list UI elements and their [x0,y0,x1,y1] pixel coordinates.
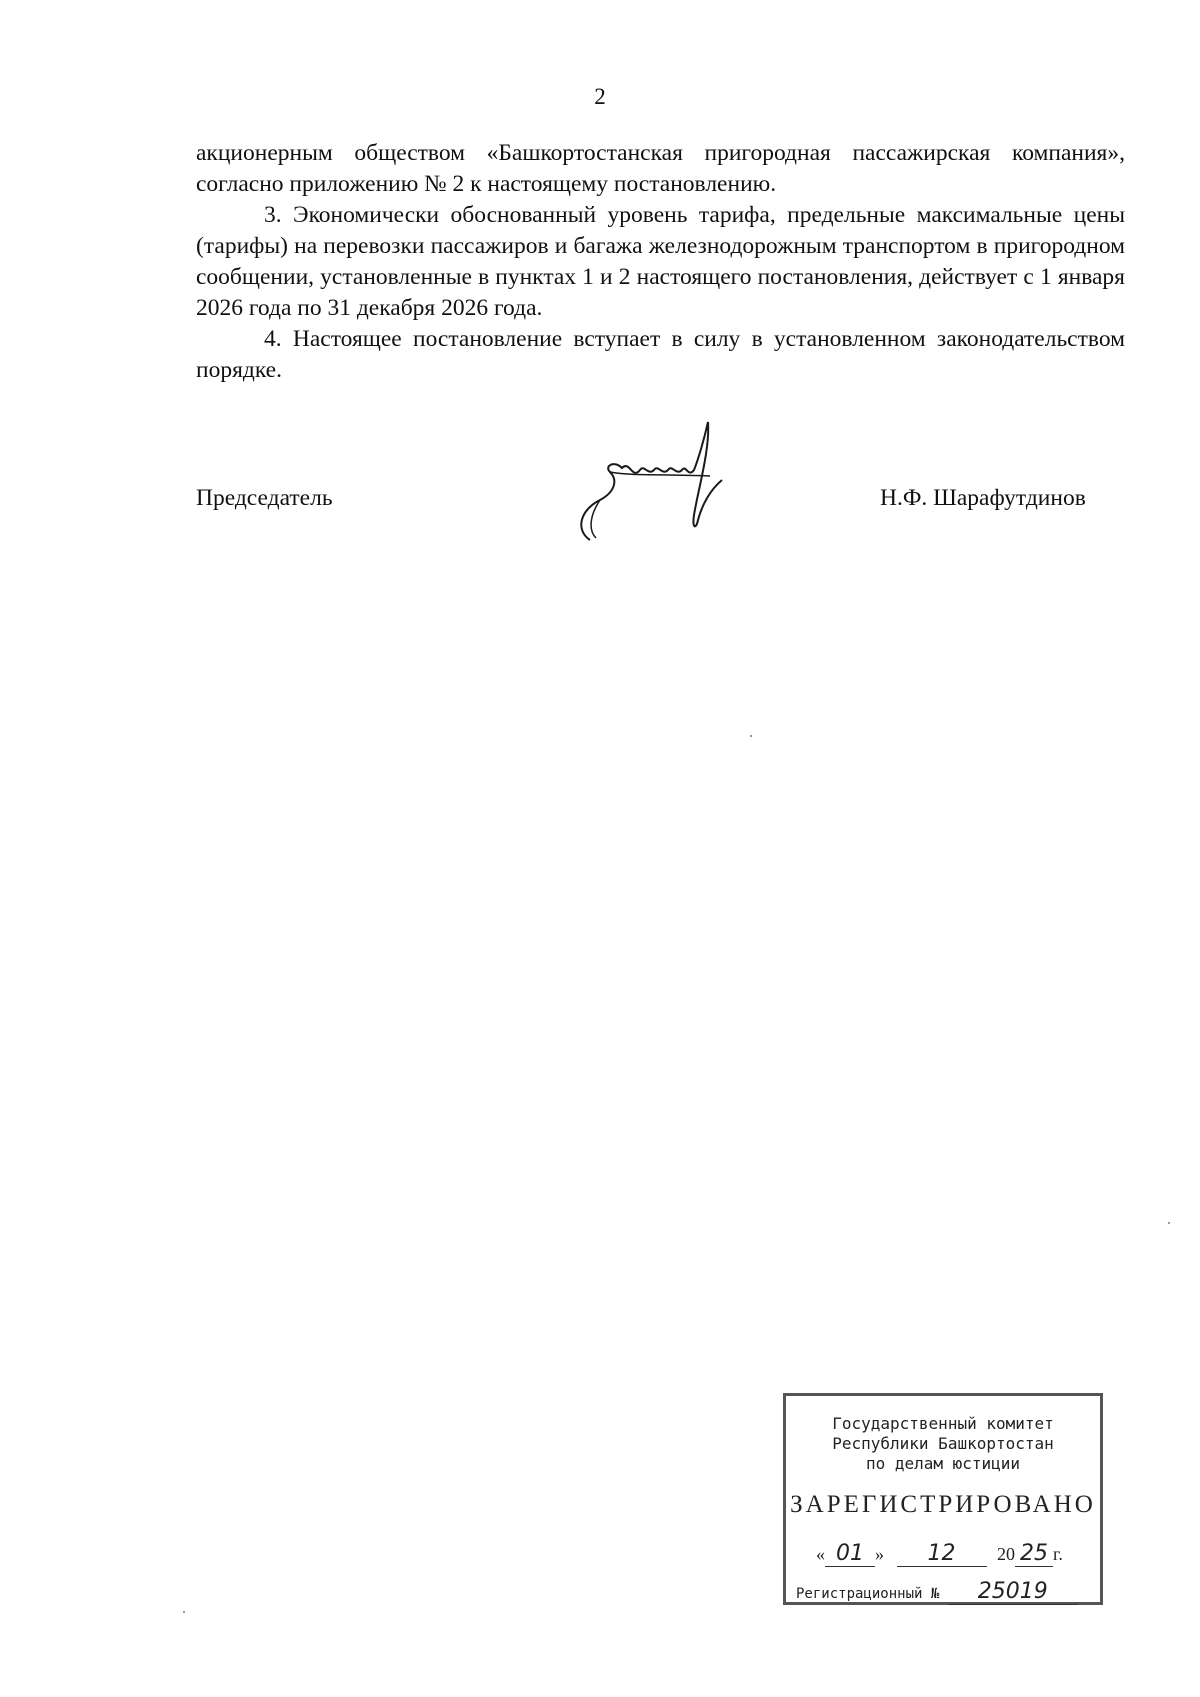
stamp-authority-line-1: Государственный комитет [832,1414,1054,1433]
date-year-suffix: 25 [1015,1541,1053,1567]
scan-speck [183,1611,185,1613]
signatory-position: Председатель [196,485,333,511]
stamp-authority-line-2: Республики Башкортостан [832,1434,1054,1453]
scan-speck [750,735,752,737]
date-month: 12 [897,1541,987,1567]
scan-speck [1168,1222,1170,1224]
document-body [196,138,1125,386]
registration-label: Регистрационный № [796,1586,940,1602]
paragraph-item-3: 3. Экономически обоснованный уровень тарифа, предельные максимальные цены (тарифы) на перевозки пассажиров и багажа железнодорожным транспортом в пригородном сообщении, установленные в пунктах 1 и 2 настоящего постановления, действует с 1 января 2026 года по 31 декабря 2026 года. [196,202,1125,321]
date-year-mark: г. [1053,1544,1063,1564]
paragraph-continuation: акционерным обществом «Башкортостанская пригородная пассажирская компания», согласно приложению № 2 к настоящему постановлению. [196,140,1125,197]
date-day: 01 [825,1541,875,1567]
paragraph-item-4: 4. Настоящее постановление вступает в силу в установленном законодательством порядке. [196,326,1125,383]
registration-number: 25019 [948,1579,1078,1605]
stamp-status: ЗАРЕГИСТРИРОВАНО [790,1491,1096,1518]
stamp-date [816,1541,1086,1567]
date-open-quote: « [816,1544,825,1564]
stamp-registration-row [796,1579,1078,1605]
date-close-quote: » [875,1544,884,1564]
registration-stamp [783,1393,1103,1605]
date-year-prefix: 20 [997,1544,1015,1564]
stamp-authority-line-3: по делам юстиции [865,1454,1021,1473]
page-number: 2 [594,84,606,109]
handwritten-signature [570,420,730,550]
signatory-name: Н.Ф. Шарафутдинов [880,485,1086,511]
